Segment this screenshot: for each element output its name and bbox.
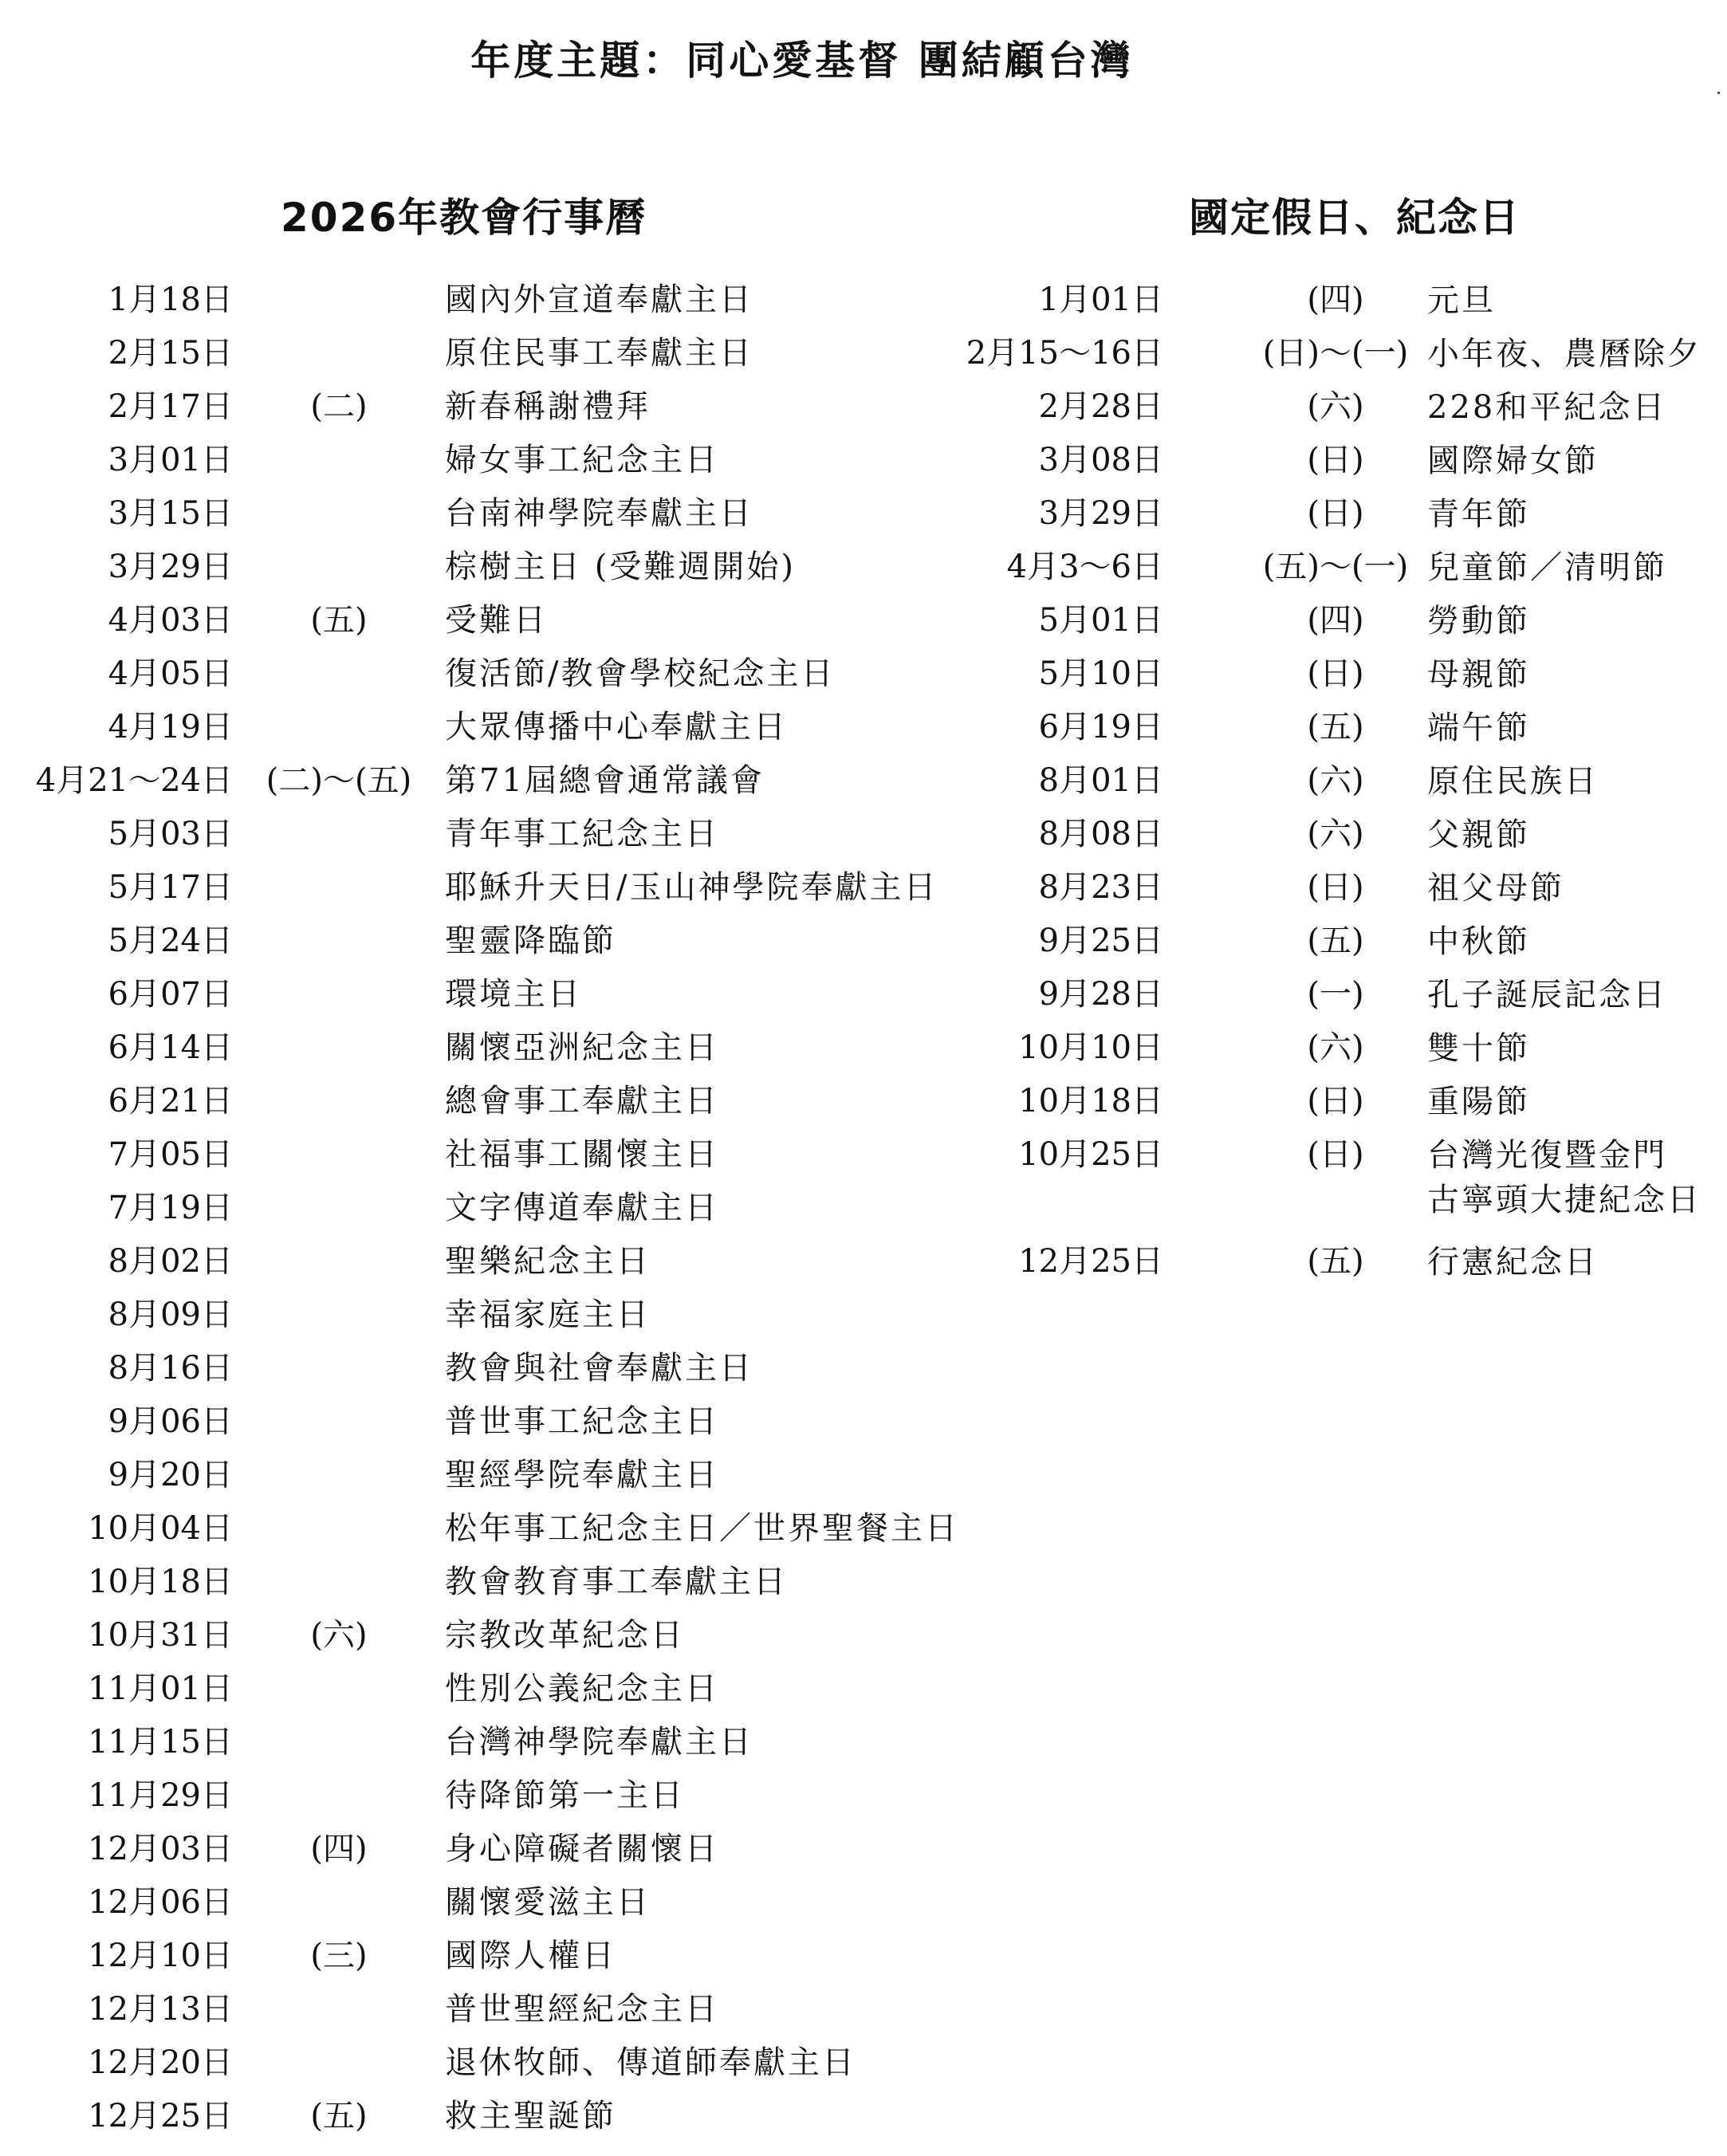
church-calendar-date: 8月09日 bbox=[108, 1296, 233, 1333]
church-calendar-row bbox=[0, 1075, 981, 1128]
holiday-date: 10月25日 bbox=[1018, 1136, 1163, 1173]
church-calendar-row bbox=[0, 273, 981, 327]
holidays-list bbox=[957, 273, 1727, 1288]
church-calendar-event bbox=[445, 1716, 753, 1769]
holiday-row bbox=[957, 1128, 1727, 1235]
church-calendar-weekday: (五) bbox=[310, 602, 368, 639]
church-calendar-row bbox=[0, 1021, 981, 1075]
church-calendar-row bbox=[0, 1128, 981, 1182]
church-calendar-event bbox=[445, 754, 765, 808]
holiday-date: 10月18日 bbox=[1018, 1083, 1163, 1119]
church-calendar-date: 3月29日 bbox=[108, 549, 233, 585]
church-calendar-date: 10月31日 bbox=[88, 1617, 233, 1654]
church-calendar-event-text: 台灣神學院奉獻主日 bbox=[445, 1724, 753, 1761]
holiday-weekday: (五) bbox=[1307, 923, 1364, 959]
church-calendar-event-text: 台南神學院奉獻主日 bbox=[445, 495, 753, 532]
church-calendar-event bbox=[445, 1556, 788, 1609]
holiday-weekday: (日)～(一) bbox=[1262, 335, 1409, 372]
church-calendar-event-text: 性別公義紀念主日 bbox=[445, 1670, 719, 1707]
holiday-event bbox=[1427, 1075, 1530, 1124]
holiday-event-text: 孔子誕辰記念日 bbox=[1427, 977, 1667, 1013]
church-calendar-row bbox=[0, 1983, 981, 2036]
church-calendar-event-text: 關懷亞洲紀念主日 bbox=[445, 1029, 719, 1066]
church-calendar-date: 9月06日 bbox=[108, 1403, 233, 1440]
church-calendar-row bbox=[0, 1876, 981, 1930]
church-calendar-date: 11月29日 bbox=[88, 1777, 233, 1814]
holiday-event-text: 雙十節 bbox=[1427, 1030, 1530, 1067]
church-calendar-event-text: 復活節/教會學校紀念主日 bbox=[445, 655, 836, 692]
church-calendar-event-text: 文字傳道奉獻主日 bbox=[445, 1190, 719, 1226]
holiday-event bbox=[1427, 541, 1667, 590]
holiday-date: 3月08日 bbox=[1038, 442, 1163, 478]
holiday-row bbox=[957, 487, 1727, 541]
church-calendar-row bbox=[0, 1235, 981, 1288]
church-calendar-event bbox=[445, 968, 582, 1021]
holiday-row bbox=[957, 1235, 1727, 1288]
holiday-weekday: (日) bbox=[1307, 1083, 1364, 1119]
church-calendar-event bbox=[445, 2036, 856, 2090]
church-calendar-row bbox=[0, 541, 981, 594]
holiday-date: 3月29日 bbox=[1038, 495, 1163, 532]
holiday-row bbox=[957, 594, 1727, 647]
church-calendar-weekday: (二)～(五) bbox=[266, 762, 412, 799]
church-calendar-date: 4月21～24日 bbox=[35, 762, 233, 799]
church-calendar-event-text: 耶穌升天日/玉山神學院奉獻主日 bbox=[445, 869, 938, 906]
church-calendar-weekday: (二) bbox=[310, 388, 368, 425]
church-calendar-date: 9月20日 bbox=[108, 1457, 233, 1493]
church-calendar-date: 8月02日 bbox=[108, 1243, 233, 1280]
holiday-date: 10月10日 bbox=[1018, 1029, 1163, 1066]
church-calendar-row bbox=[0, 1342, 981, 1395]
church-calendar-event-text: 國內外宣道奉獻主日 bbox=[445, 281, 753, 318]
church-calendar-row bbox=[0, 647, 981, 701]
church-calendar-event bbox=[445, 541, 796, 594]
church-calendar-event-text: 大眾傳播中心奉獻主日 bbox=[445, 709, 788, 746]
holiday-event bbox=[1427, 968, 1667, 1017]
church-calendar-event bbox=[445, 273, 753, 327]
church-calendar-date: 2月17日 bbox=[108, 388, 233, 425]
church-calendar-weekday: (五) bbox=[310, 2098, 368, 2134]
church-calendar-event-text: 待降節第一主日 bbox=[445, 1777, 685, 1814]
church-calendar-row bbox=[0, 915, 981, 968]
holiday-weekday: (四) bbox=[1307, 281, 1364, 318]
church-calendar-event bbox=[445, 1075, 719, 1128]
edge-mark bbox=[1717, 92, 1720, 94]
church-calendar-event-text: 第71屆總會通常議會 bbox=[445, 762, 765, 799]
church-calendar-date: 2月15日 bbox=[108, 335, 233, 372]
church-calendar-event-text: 社福事工關懷主日 bbox=[445, 1136, 719, 1173]
church-calendar-event bbox=[445, 327, 753, 380]
holiday-row bbox=[957, 754, 1727, 808]
church-calendar-date: 11月15日 bbox=[88, 1724, 233, 1761]
church-calendar-event bbox=[445, 1609, 685, 1662]
church-calendar-event bbox=[445, 1342, 753, 1395]
church-calendar-event bbox=[445, 1182, 719, 1235]
holidays-title: 國定假日、紀念日 bbox=[1189, 195, 1520, 241]
church-calendar-event bbox=[445, 1128, 719, 1182]
church-calendar-event-text: 總會事工奉獻主日 bbox=[445, 1083, 719, 1119]
church-calendar-row bbox=[0, 808, 981, 861]
holiday-event bbox=[1427, 594, 1530, 643]
holiday-event-text: 小年夜、農曆除夕 bbox=[1427, 336, 1701, 372]
holiday-row bbox=[957, 701, 1727, 754]
church-calendar-date: 5月17日 bbox=[108, 869, 233, 906]
holiday-row bbox=[957, 327, 1727, 380]
church-calendar-event-text: 青年事工紀念主日 bbox=[445, 816, 719, 852]
church-calendar-event bbox=[445, 861, 938, 915]
church-calendar-row bbox=[0, 1395, 981, 1449]
holiday-event bbox=[1427, 380, 1666, 430]
church-calendar-date: 1月18日 bbox=[108, 281, 233, 318]
holiday-weekday: (五) bbox=[1307, 709, 1364, 746]
church-calendar-event-text: 松年事工紀念主日／世界聖餐主日 bbox=[445, 1510, 959, 1547]
church-calendar-date: 12月20日 bbox=[88, 2044, 233, 2081]
holiday-weekday: (五) bbox=[1307, 1243, 1364, 1280]
church-calendar-row bbox=[0, 1823, 981, 1876]
church-calendar-event bbox=[445, 1662, 719, 1716]
holiday-row bbox=[957, 968, 1727, 1021]
holiday-date: 9月25日 bbox=[1038, 923, 1163, 959]
church-calendar-event-text: 救主聖誕節 bbox=[445, 2098, 616, 2134]
church-calendar-event bbox=[445, 1449, 719, 1502]
church-calendar-title: 2026年教會行事曆 bbox=[281, 195, 647, 241]
holiday-event-text: 端午節 bbox=[1427, 710, 1530, 746]
church-calendar-event bbox=[445, 808, 719, 861]
church-calendar-date: 7月19日 bbox=[108, 1190, 233, 1226]
holiday-row bbox=[957, 808, 1727, 861]
church-calendar-date: 4月03日 bbox=[108, 602, 233, 639]
church-calendar-event bbox=[445, 1930, 616, 1983]
holiday-weekday: (六) bbox=[1307, 388, 1364, 425]
church-calendar-event-text: 身心障礙者關懷日 bbox=[445, 1831, 719, 1867]
holiday-event bbox=[1427, 434, 1599, 483]
church-calendar-date: 11月01日 bbox=[88, 1670, 233, 1707]
church-calendar-date: 6月21日 bbox=[108, 1083, 233, 1119]
church-calendar-event-text: 普世聖經紀念主日 bbox=[445, 1991, 719, 2028]
church-calendar-date: 12月06日 bbox=[88, 1884, 233, 1921]
church-calendar-event bbox=[445, 1235, 651, 1288]
church-calendar-list bbox=[0, 273, 981, 2143]
holiday-weekday: (五)～(一) bbox=[1262, 549, 1409, 585]
church-calendar-event bbox=[445, 380, 651, 434]
church-calendar-event bbox=[445, 1288, 651, 1342]
holiday-event-text-line2: 古寧頭大捷紀念日 bbox=[1427, 1182, 1701, 1218]
church-calendar-event bbox=[445, 1502, 959, 1556]
holiday-date: 5月01日 bbox=[1038, 602, 1163, 639]
holiday-date: 9月28日 bbox=[1038, 976, 1163, 1013]
church-calendar-date: 6月14日 bbox=[108, 1029, 233, 1066]
holiday-event-text: 青年節 bbox=[1427, 496, 1530, 533]
holiday-date: 6月19日 bbox=[1038, 709, 1163, 746]
holiday-event-text: 勞動節 bbox=[1427, 603, 1530, 639]
holiday-event-text: 228和平紀念日 bbox=[1427, 389, 1667, 426]
church-calendar-event-text: 教會教育事工奉獻主日 bbox=[445, 1564, 788, 1600]
holiday-event bbox=[1427, 327, 1701, 376]
church-calendar-row bbox=[0, 1662, 981, 1716]
church-calendar-date: 12月25日 bbox=[88, 2098, 233, 2134]
church-calendar-row bbox=[0, 2090, 981, 2143]
holiday-weekday: (六) bbox=[1307, 762, 1364, 799]
holiday-row bbox=[957, 1021, 1727, 1075]
holiday-event-text: 中秋節 bbox=[1427, 923, 1530, 960]
holiday-weekday: (日) bbox=[1307, 1136, 1364, 1173]
church-calendar-date: 3月15日 bbox=[108, 495, 233, 532]
church-calendar-row bbox=[0, 1609, 981, 1662]
holiday-row bbox=[957, 861, 1727, 915]
church-calendar-row bbox=[0, 1930, 981, 1983]
church-calendar-row bbox=[0, 594, 981, 647]
holiday-event-text: 母親節 bbox=[1427, 656, 1530, 693]
church-calendar-event bbox=[445, 487, 753, 541]
church-calendar-event bbox=[445, 1983, 719, 2036]
church-calendar-date: 7月05日 bbox=[108, 1136, 233, 1173]
holiday-event-text: 國際婦女節 bbox=[1427, 443, 1599, 479]
church-calendar-event-text: 幸福家庭主日 bbox=[445, 1296, 651, 1333]
holiday-weekday: (日) bbox=[1307, 442, 1364, 478]
holiday-event bbox=[1427, 647, 1530, 697]
church-calendar-event bbox=[445, 434, 719, 487]
church-calendar-event-text: 聖經學院奉獻主日 bbox=[445, 1457, 719, 1493]
church-calendar-event bbox=[445, 1021, 719, 1075]
church-calendar-event bbox=[445, 1876, 651, 1930]
holiday-event-text: 台灣光復暨金門 bbox=[1427, 1137, 1667, 1174]
holiday-event bbox=[1427, 1235, 1599, 1285]
church-calendar-date: 6月07日 bbox=[108, 976, 233, 1013]
holiday-event bbox=[1427, 861, 1564, 911]
holiday-row bbox=[957, 647, 1727, 701]
church-calendar-row bbox=[0, 1449, 981, 1502]
holiday-weekday: (日) bbox=[1307, 495, 1364, 532]
holiday-weekday: (四) bbox=[1307, 602, 1364, 639]
holiday-weekday: (日) bbox=[1307, 869, 1364, 906]
holiday-date: 2月15～16日 bbox=[966, 335, 1163, 372]
holiday-event bbox=[1427, 1128, 1701, 1222]
holiday-event bbox=[1427, 808, 1530, 857]
holiday-event bbox=[1427, 701, 1530, 750]
church-calendar-event-text: 新春稱謝禮拜 bbox=[445, 388, 651, 425]
church-calendar-row bbox=[0, 754, 981, 808]
church-calendar-date: 12月10日 bbox=[88, 1938, 233, 1974]
church-calendar-event bbox=[445, 2090, 616, 2143]
holiday-event-text: 祖父母節 bbox=[1427, 870, 1564, 907]
church-calendar-date: 10月18日 bbox=[88, 1564, 233, 1600]
church-calendar-event-text: 教會與社會奉獻主日 bbox=[445, 1350, 753, 1387]
church-calendar-weekday: (四) bbox=[310, 1831, 368, 1867]
church-calendar-row bbox=[0, 327, 981, 380]
church-calendar-event-text: 聖樂紀念主日 bbox=[445, 1243, 651, 1280]
holiday-event bbox=[1427, 1021, 1530, 1071]
church-calendar-event bbox=[445, 594, 548, 647]
church-calendar-date: 4月05日 bbox=[108, 655, 233, 692]
holiday-row bbox=[957, 380, 1727, 434]
church-calendar-event-text: 國際人權日 bbox=[445, 1938, 616, 1974]
church-calendar-row bbox=[0, 1502, 981, 1556]
church-calendar-event-text: 環境主日 bbox=[445, 976, 582, 1013]
document-title: 年度主題：同心愛基督 團結顧台灣 bbox=[470, 37, 1134, 84]
holiday-row bbox=[957, 541, 1727, 594]
holiday-event-text: 父親節 bbox=[1427, 816, 1530, 853]
church-calendar-event bbox=[445, 1769, 685, 1823]
church-calendar-row bbox=[0, 1556, 981, 1609]
holiday-date: 4月3～6日 bbox=[1006, 549, 1163, 585]
church-calendar-event bbox=[445, 1395, 719, 1449]
church-calendar-date: 3月01日 bbox=[108, 442, 233, 478]
church-calendar-row bbox=[0, 1716, 981, 1769]
holiday-event-text: 兒童節／清明節 bbox=[1427, 549, 1667, 586]
holiday-date: 8月08日 bbox=[1038, 816, 1163, 852]
church-calendar-row bbox=[0, 861, 981, 915]
church-calendar-event bbox=[445, 701, 788, 754]
church-calendar-date: 5月03日 bbox=[108, 816, 233, 852]
holiday-row bbox=[957, 1075, 1727, 1128]
church-calendar-row bbox=[0, 380, 981, 434]
holiday-event-text: 元旦 bbox=[1427, 282, 1496, 319]
holiday-event-text: 重陽節 bbox=[1427, 1084, 1530, 1120]
church-calendar-event-text: 宗教改革紀念日 bbox=[445, 1617, 685, 1654]
church-calendar-row bbox=[0, 1769, 981, 1823]
church-calendar-date: 12月03日 bbox=[88, 1831, 233, 1867]
holiday-row bbox=[957, 915, 1727, 968]
holiday-event bbox=[1427, 273, 1496, 323]
holiday-date: 12月25日 bbox=[1018, 1243, 1163, 1280]
holiday-date: 8月23日 bbox=[1038, 869, 1163, 906]
church-calendar-row bbox=[0, 701, 981, 754]
church-calendar-event-text: 退休牧師、傳道師奉獻主日 bbox=[445, 2044, 856, 2081]
church-calendar-event bbox=[445, 647, 835, 701]
church-calendar-date: 5月24日 bbox=[108, 923, 233, 959]
church-calendar-event-text: 棕樹主日 (受難週開始) bbox=[445, 549, 796, 585]
church-calendar-event-text: 婦女事工紀念主日 bbox=[445, 442, 719, 478]
holiday-weekday: (日) bbox=[1307, 655, 1364, 692]
church-calendar-row bbox=[0, 2036, 981, 2090]
church-calendar-row bbox=[0, 1288, 981, 1342]
church-calendar-row bbox=[0, 434, 981, 487]
holiday-event-text: 行憲紀念日 bbox=[1427, 1244, 1599, 1281]
church-calendar-event-text: 原住民事工奉獻主日 bbox=[445, 335, 753, 372]
church-calendar-weekday: (三) bbox=[310, 1938, 368, 1974]
church-calendar-event bbox=[445, 1823, 719, 1876]
holiday-weekday: (六) bbox=[1307, 816, 1364, 852]
holiday-row bbox=[957, 273, 1727, 327]
holiday-weekday: (六) bbox=[1307, 1029, 1364, 1066]
holiday-date: 1月01日 bbox=[1038, 281, 1163, 318]
church-calendar-weekday: (六) bbox=[310, 1617, 368, 1654]
church-calendar-date: 12月13日 bbox=[88, 1991, 233, 2028]
church-calendar-event-text: 普世事工紀念主日 bbox=[445, 1403, 719, 1440]
holiday-event bbox=[1427, 754, 1599, 804]
holiday-event-text: 原住民族日 bbox=[1427, 763, 1599, 800]
church-calendar-event bbox=[445, 915, 616, 968]
church-calendar-event-text: 關懷愛滋主日 bbox=[445, 1884, 651, 1921]
church-calendar-row bbox=[0, 1182, 981, 1235]
church-calendar-event-text: 受難日 bbox=[445, 602, 548, 639]
church-calendar-row bbox=[0, 968, 981, 1021]
church-calendar-date: 8月16日 bbox=[108, 1350, 233, 1387]
holiday-row bbox=[957, 434, 1727, 487]
church-calendar-event-text: 聖靈降臨節 bbox=[445, 923, 616, 959]
holiday-date: 5月10日 bbox=[1038, 655, 1163, 692]
church-calendar-date: 10月04日 bbox=[88, 1510, 233, 1547]
church-calendar-date: 4月19日 bbox=[108, 709, 233, 746]
holiday-event bbox=[1427, 915, 1530, 964]
church-calendar-row bbox=[0, 487, 981, 541]
holiday-date: 8月01日 bbox=[1038, 762, 1163, 799]
holiday-date: 2月28日 bbox=[1038, 388, 1163, 425]
holiday-weekday: (一) bbox=[1307, 976, 1364, 1013]
holiday-event bbox=[1427, 487, 1530, 537]
